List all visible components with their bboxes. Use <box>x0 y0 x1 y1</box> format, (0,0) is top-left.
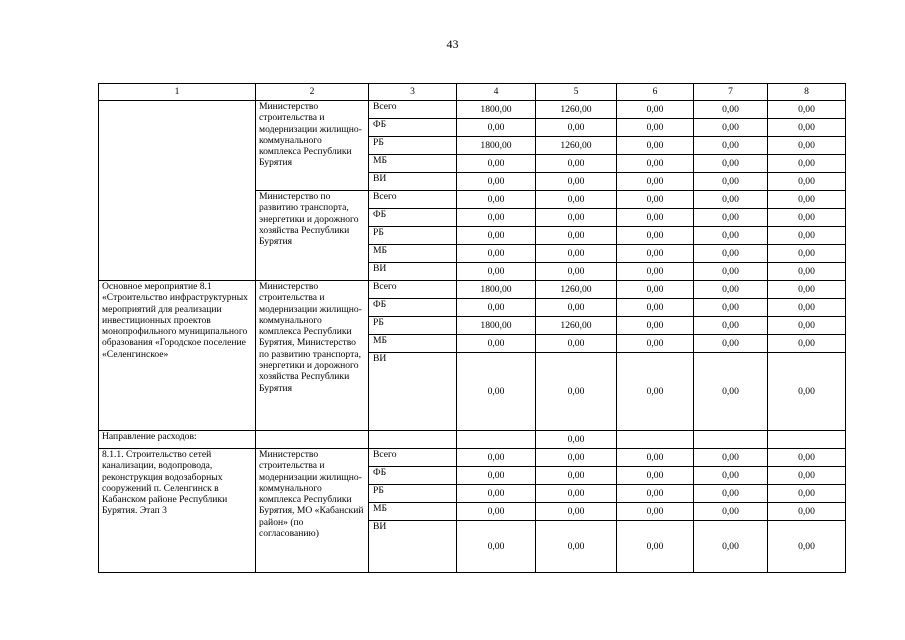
header-cell-1: 1 <box>99 84 256 101</box>
funding-source: МБ <box>369 335 457 353</box>
direction-label: Направление расходов: <box>99 431 256 449</box>
amount-cell: 0,00 <box>457 503 536 521</box>
amount-cell: 0,00 <box>457 209 536 227</box>
amount-cell: 0,00 <box>617 353 694 431</box>
amount-cell: 0,00 <box>457 299 536 317</box>
funding-source: ВИ <box>369 263 457 281</box>
amount-cell: 0,00 <box>536 155 617 173</box>
amount-cell: 0,00 <box>694 263 768 281</box>
amount-cell: 0,00 <box>617 263 694 281</box>
funding-source: МБ <box>369 155 457 173</box>
amount-cell: 0,00 <box>694 485 768 503</box>
executor-name: Министерство строительства и модернизации жилищно-коммунального комплекса Республики Бурятия, Министерство по развитию транспорта, энергетики и дорожного хозяйства Республики Бурятия <box>256 281 369 431</box>
amount-cell: 0,00 <box>617 119 694 137</box>
amount-cell: 0,00 <box>457 353 536 431</box>
amount-cell: 0,00 <box>768 467 846 485</box>
funding-source: РБ <box>369 227 457 245</box>
amount-cell: 0,00 <box>617 281 694 299</box>
amount-cell: 0,00 <box>768 155 846 173</box>
empty-cell <box>256 431 369 449</box>
amount-cell: 0,00 <box>694 119 768 137</box>
amount-cell: 0,00 <box>457 521 536 573</box>
funding-source: РБ <box>369 317 457 335</box>
amount-cell: 0,00 <box>768 101 846 119</box>
amount-cell: 0,00 <box>694 227 768 245</box>
amount-cell: 0,00 <box>536 299 617 317</box>
empty-cell <box>617 431 694 449</box>
amount-cell: 0,00 <box>617 503 694 521</box>
amount-cell: 0,00 <box>694 503 768 521</box>
amount-cell: 0,00 <box>457 119 536 137</box>
amount-cell: 0,00 <box>457 467 536 485</box>
empty-cell <box>457 431 536 449</box>
activity-name: 8.1.1. Строительство сетей канализации, водопровода, реконструкция водозаборных сооружений п. Селенгинск в Кабанском районе Республики Бурятия. Этап 3 <box>99 449 256 573</box>
amount-cell: 1260,00 <box>536 317 617 335</box>
amount-cell: 1800,00 <box>457 281 536 299</box>
amount-cell: 0,00 <box>536 119 617 137</box>
amount-cell: 0,00 <box>536 485 617 503</box>
amount-cell: 0,00 <box>617 245 694 263</box>
amount-cell: 0,00 <box>617 155 694 173</box>
amount-cell: 0,00 <box>617 449 694 467</box>
amount-cell: 0,00 <box>694 281 768 299</box>
funding-source: ФБ <box>369 209 457 227</box>
direction-value: 0,00 <box>536 431 617 449</box>
header-cell-5: 5 <box>536 84 617 101</box>
activity-name: Основное мероприятие 8.1 «Строительство инфраструктурных мероприятий для реализации инвестиционных проектов монопрофильного муниципального образования «Городское поселение «Селенгинское» <box>99 281 256 431</box>
activity-name <box>99 101 256 281</box>
funding-source: ФБ <box>369 299 457 317</box>
amount-cell: 0,00 <box>457 227 536 245</box>
amount-cell: 0,00 <box>617 227 694 245</box>
amount-cell: 0,00 <box>694 335 768 353</box>
amount-cell: 0,00 <box>617 317 694 335</box>
amount-cell: 0,00 <box>694 449 768 467</box>
amount-cell: 0,00 <box>617 299 694 317</box>
empty-cell <box>369 431 457 449</box>
budget-table <box>98 83 846 573</box>
amount-cell: 0,00 <box>617 209 694 227</box>
amount-cell: 0,00 <box>768 227 846 245</box>
amount-cell: 0,00 <box>457 155 536 173</box>
amount-cell: 0,00 <box>536 353 617 431</box>
header-cell-7: 7 <box>694 84 768 101</box>
amount-cell: 1260,00 <box>536 281 617 299</box>
amount-cell: 0,00 <box>768 449 846 467</box>
funding-source: ФБ <box>369 119 457 137</box>
amount-cell: 0,00 <box>536 173 617 191</box>
funding-source: МБ <box>369 503 457 521</box>
funding-source: РБ <box>369 485 457 503</box>
funding-source: Всего <box>369 191 457 209</box>
amount-cell: 1800,00 <box>457 137 536 155</box>
header-row <box>99 84 846 101</box>
amount-cell: 0,00 <box>768 281 846 299</box>
amount-cell: 1800,00 <box>457 317 536 335</box>
amount-cell: 0,00 <box>768 485 846 503</box>
amount-cell: 0,00 <box>536 521 617 573</box>
amount-cell: 0,00 <box>694 467 768 485</box>
amount-cell: 0,00 <box>694 101 768 119</box>
amount-cell: 1800,00 <box>457 101 536 119</box>
funding-source: ВИ <box>369 521 457 573</box>
header-cell-8: 8 <box>768 84 846 101</box>
amount-cell: 0,00 <box>768 245 846 263</box>
amount-cell: 0,00 <box>694 155 768 173</box>
amount-cell: 0,00 <box>457 245 536 263</box>
amount-cell: 0,00 <box>617 137 694 155</box>
header-cell-2: 2 <box>256 84 369 101</box>
amount-cell: 0,00 <box>457 173 536 191</box>
table-row <box>99 449 846 467</box>
amount-cell: 0,00 <box>768 191 846 209</box>
amount-cell: 0,00 <box>457 485 536 503</box>
amount-cell: 0,00 <box>617 173 694 191</box>
header-cell-4: 4 <box>457 84 536 101</box>
table-row <box>99 281 846 299</box>
amount-cell: 0,00 <box>617 191 694 209</box>
amount-cell: 0,00 <box>536 503 617 521</box>
amount-cell: 0,00 <box>768 137 846 155</box>
amount-cell: 0,00 <box>694 245 768 263</box>
amount-cell: 0,00 <box>768 353 846 431</box>
amount-cell: 0,00 <box>694 521 768 573</box>
amount-cell: 0,00 <box>768 299 846 317</box>
page-number: 43 <box>446 37 459 51</box>
amount-cell: 0,00 <box>694 317 768 335</box>
amount-cell: 0,00 <box>768 521 846 573</box>
amount-cell: 0,00 <box>536 263 617 281</box>
amount-cell: 0,00 <box>768 263 846 281</box>
amount-cell: 0,00 <box>536 209 617 227</box>
funding-source: Всего <box>369 281 457 299</box>
amount-cell: 0,00 <box>536 245 617 263</box>
amount-cell: 0,00 <box>694 173 768 191</box>
amount-cell: 0,00 <box>768 317 846 335</box>
funding-source: Всего <box>369 449 457 467</box>
amount-cell: 0,00 <box>536 335 617 353</box>
funding-source: МБ <box>369 245 457 263</box>
amount-cell: 0,00 <box>617 485 694 503</box>
amount-cell: 0,00 <box>457 263 536 281</box>
amount-cell: 1260,00 <box>536 101 617 119</box>
amount-cell: 0,00 <box>694 137 768 155</box>
amount-cell: 0,00 <box>457 335 536 353</box>
amount-cell: 0,00 <box>694 299 768 317</box>
amount-cell: 0,00 <box>457 191 536 209</box>
empty-cell <box>768 431 846 449</box>
executor-name: Министерство по развитию транспорта, энергетики и дорожного хозяйства Республики Бурятия <box>256 191 369 281</box>
amount-cell: 0,00 <box>617 467 694 485</box>
executor-name: Министерство строительства и модернизации жилищно-коммунального комплекса Республики Бурятия, МО «Кабанский район» (по согласованию) <box>256 449 369 573</box>
funding-source: ВИ <box>369 173 457 191</box>
header-cell-3: 3 <box>369 84 457 101</box>
amount-cell: 0,00 <box>768 119 846 137</box>
amount-cell: 0,00 <box>694 353 768 431</box>
direction-row <box>99 431 846 449</box>
amount-cell: 0,00 <box>694 191 768 209</box>
funding-source: ФБ <box>369 467 457 485</box>
amount-cell: 0,00 <box>617 101 694 119</box>
amount-cell: 0,00 <box>617 521 694 573</box>
amount-cell: 0,00 <box>768 503 846 521</box>
executor-name: Министерство строительства и модернизации жилищно-коммунального комплекса Республики Бурятия <box>256 101 369 191</box>
amount-cell: 0,00 <box>536 227 617 245</box>
funding-source: Всего <box>369 101 457 119</box>
amount-cell: 0,00 <box>457 449 536 467</box>
amount-cell: 0,00 <box>768 209 846 227</box>
funding-source: ВИ <box>369 353 457 431</box>
amount-cell: 0,00 <box>768 335 846 353</box>
amount-cell: 0,00 <box>536 191 617 209</box>
table-row <box>99 101 846 119</box>
amount-cell: 0,00 <box>768 173 846 191</box>
empty-cell <box>694 431 768 449</box>
funding-source: РБ <box>369 137 457 155</box>
amount-cell: 0,00 <box>694 209 768 227</box>
amount-cell: 0,00 <box>536 467 617 485</box>
amount-cell: 0,00 <box>536 449 617 467</box>
header-cell-6: 6 <box>617 84 694 101</box>
amount-cell: 1260,00 <box>536 137 617 155</box>
amount-cell: 0,00 <box>617 335 694 353</box>
